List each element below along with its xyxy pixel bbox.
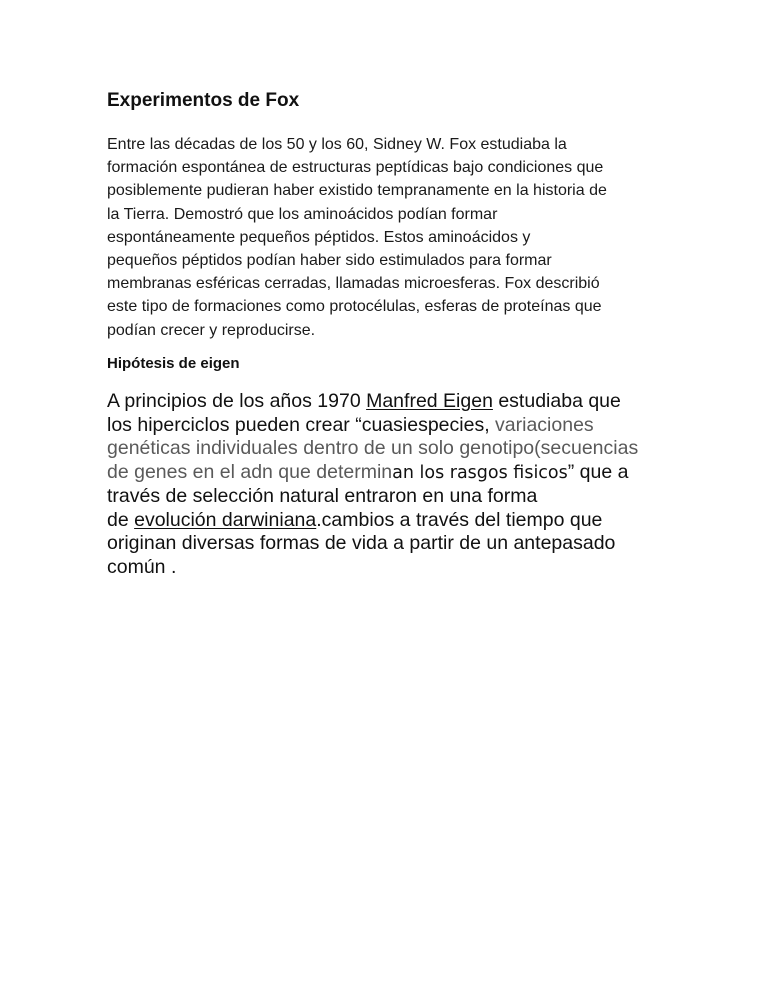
evolucion-darwiniana-link[interactable]: evolución darwiniana: [134, 508, 317, 531]
eigen-text-alt-font: an los rasgos fisicos: [392, 462, 568, 483]
eigen-paragraph-line: [107, 414, 667, 438]
eigen-text: de: [107, 508, 135, 531]
eigen-paragraph-line: originan diversas formas de vida a partir de un antepasado: [107, 532, 616, 554]
eigen-text-grey: de genes en el adn que determin: [107, 460, 393, 483]
fox-paragraph-line: este tipo de formaciones como protocélulas, esferas de proteínas que: [107, 298, 602, 316]
section-heading-eigen: Hipótesis de eigen: [107, 355, 240, 372]
fox-paragraph-line: posiblemente pudieran haber existido tempranamente en la historia de: [107, 182, 607, 200]
eigen-paragraph: [107, 390, 667, 579]
manfred-eigen-link[interactable]: Manfred Eigen: [366, 390, 493, 412]
eigen-text-grey: variaciones: [495, 413, 594, 436]
fox-paragraph-line: membranas esféricas cerradas, llamadas microesferas. Fox describió: [107, 275, 600, 293]
eigen-paragraph-line: [107, 390, 667, 414]
eigen-paragraph-line: [107, 509, 667, 533]
eigen-paragraph-line: común .: [107, 555, 177, 578]
fox-paragraph-line: Entre las décadas de los 50 y los 60, Sidney W. Fox estudiaba la: [107, 136, 567, 153]
fox-paragraph-line: podían crecer y reproducirse.: [107, 321, 316, 339]
eigen-paragraph-line: genéticas individuales dentro de un solo genotipo(secuencias: [107, 437, 639, 459]
eigen-text: los hiperciclos pueden crear “cuasiespecies,: [107, 413, 496, 436]
eigen-paragraph-line: través de selección natural entraron en una forma: [107, 485, 538, 507]
eigen-text: estudiaba que: [492, 390, 621, 412]
fox-paragraph-line: espontáneamente pequeños péptidos. Estos aminoácidos y: [107, 228, 531, 246]
eigen-text: ” que a: [567, 460, 629, 483]
eigen-text: .cambios a través del tiempo que: [316, 508, 603, 531]
eigen-text: A principios de los años 1970: [107, 390, 367, 412]
fox-paragraph-line: pequeños péptidos podían haber sido estimulados para formar: [107, 252, 552, 270]
section-heading-fox: Experimentos de Fox: [107, 90, 300, 111]
fox-paragraph: [107, 133, 667, 342]
eigen-paragraph-line: [107, 461, 667, 486]
fox-paragraph-line: formación espontánea de estructuras peptídicas bajo condiciones que: [107, 159, 604, 177]
fox-paragraph-line: la Tierra. Demostró que los aminoácidos podían formar: [107, 205, 498, 223]
